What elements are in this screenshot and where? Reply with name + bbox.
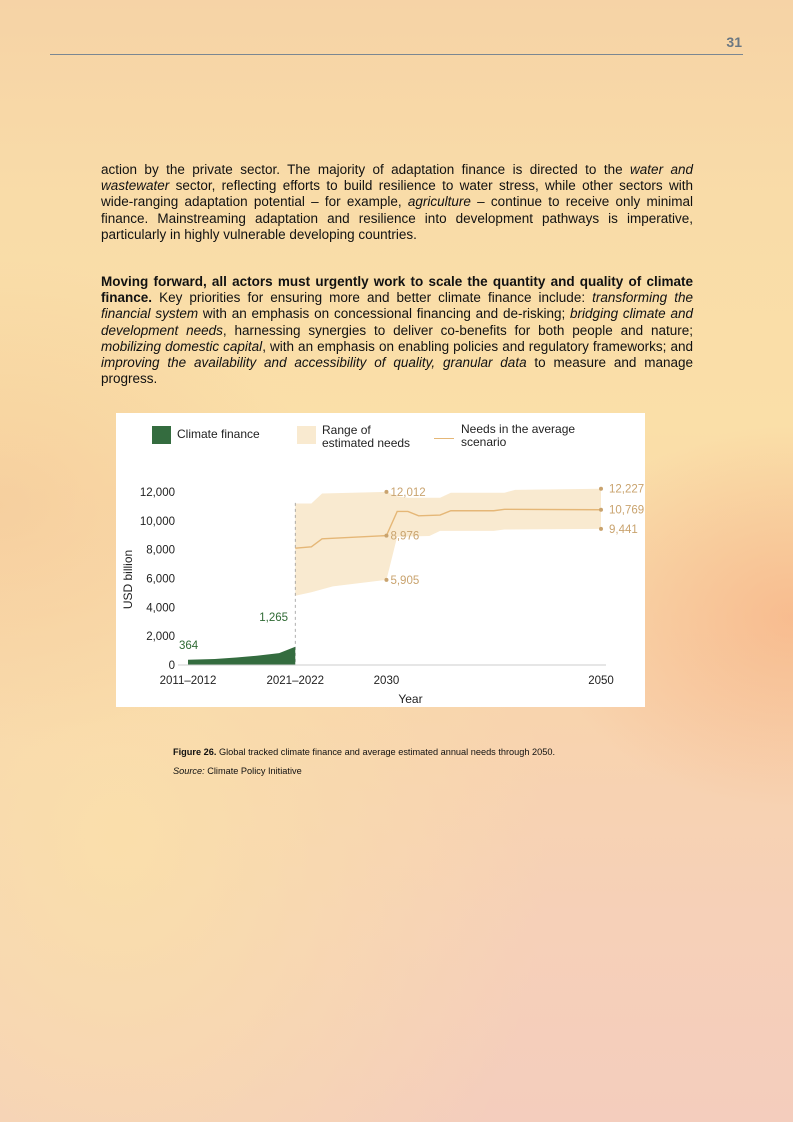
- needs-range-band: [295, 486, 601, 596]
- climate-finance-area: [188, 647, 295, 665]
- x-tick-label: 2030: [373, 675, 400, 687]
- range-lower-2050-label-dot: [599, 527, 603, 531]
- range-upper-2050-label: 12,227: [609, 483, 645, 496]
- x-tick-label: 2021–2022: [266, 675, 325, 687]
- y-tick-label: 12,000: [139, 487, 175, 499]
- y-tick-label: 10,000: [139, 515, 175, 528]
- y-tick-label: 4,000: [146, 602, 175, 615]
- figure-26-chart: [116, 413, 645, 707]
- y-axis-title: USD billion: [121, 549, 135, 610]
- finance-label-2021: 1,265: [259, 611, 289, 624]
- x-tick-label: 2050: [588, 675, 614, 687]
- x-tick-label: 2011–2012: [159, 675, 217, 687]
- legend-label-needs: Needs in the average scenario: [461, 422, 576, 449]
- paragraph-1: action by the private sector. The majority of adaptation finance is directed to the water and wastewater sector, reflecting efforts to build resilience to water stress, while other sectors with wide-ranging adaptation potential – for example, agriculture – continue to receive only minimal finance. Mainstreaming adaptation and resilience into development pathways is imperative, particularly in highly vulnerable developing countries.: [101, 162, 693, 242]
- legend-swatch-finance: [152, 426, 171, 444]
- caption-line: Figure 26. Global tracked climate finance and average estimated annual needs through 2050.: [173, 747, 556, 757]
- range-upper-2030-label: 12,012: [390, 486, 426, 499]
- chart-svg: [116, 413, 645, 707]
- needs-avg-2030-label-dot: [384, 534, 388, 538]
- range-lower-2030-label: 5,905: [390, 574, 420, 587]
- y-tick-label: 0: [168, 660, 175, 672]
- needs-avg-2050-label: 10,769: [609, 504, 645, 517]
- figure-caption: [173, 743, 555, 781]
- needs-avg-2030-label: 8,976: [390, 530, 420, 543]
- x-axis-title: Year: [398, 692, 423, 706]
- legend-swatch-needs: [434, 438, 454, 439]
- range-upper-2050-label-dot: [599, 487, 603, 491]
- caption-source: Source: Climate Policy Initiative: [173, 766, 302, 776]
- legend-label-finance: Climate finance: [177, 427, 260, 441]
- range-upper-2030-label-dot: [384, 490, 388, 494]
- page-number: 31: [726, 34, 742, 50]
- legend-swatch-range: [297, 426, 316, 444]
- range-lower-2050-label: 9,441: [609, 523, 638, 536]
- finance-label-2011: 364: [179, 639, 199, 652]
- legend-label-range: Range of estimated needs: [322, 423, 411, 450]
- needs-avg-2050-label-dot: [599, 508, 603, 512]
- header-rule: [50, 54, 743, 55]
- y-tick-label: 6,000: [146, 573, 175, 586]
- y-tick-label: 8,000: [146, 544, 175, 557]
- paragraph-2: Moving forward, all actors must urgently work to scale the quantity and quality of climate finance. Key priorities for ensuring more and better climate finance include: transforming the financial system with an emphasis on concessional financing and de-risking; bridging climate and development needs, harnessing synergies to deliver co-benefits for both people and nature; mobilizing domestic capital, with an emphasis on enabling policies and regulatory frameworks; and improving the availability and accessibility of quality, granular data to measure and manage progress.: [101, 274, 693, 387]
- range-lower-2030-label-dot: [384, 578, 388, 582]
- y-tick-label: 2,000: [146, 631, 175, 644]
